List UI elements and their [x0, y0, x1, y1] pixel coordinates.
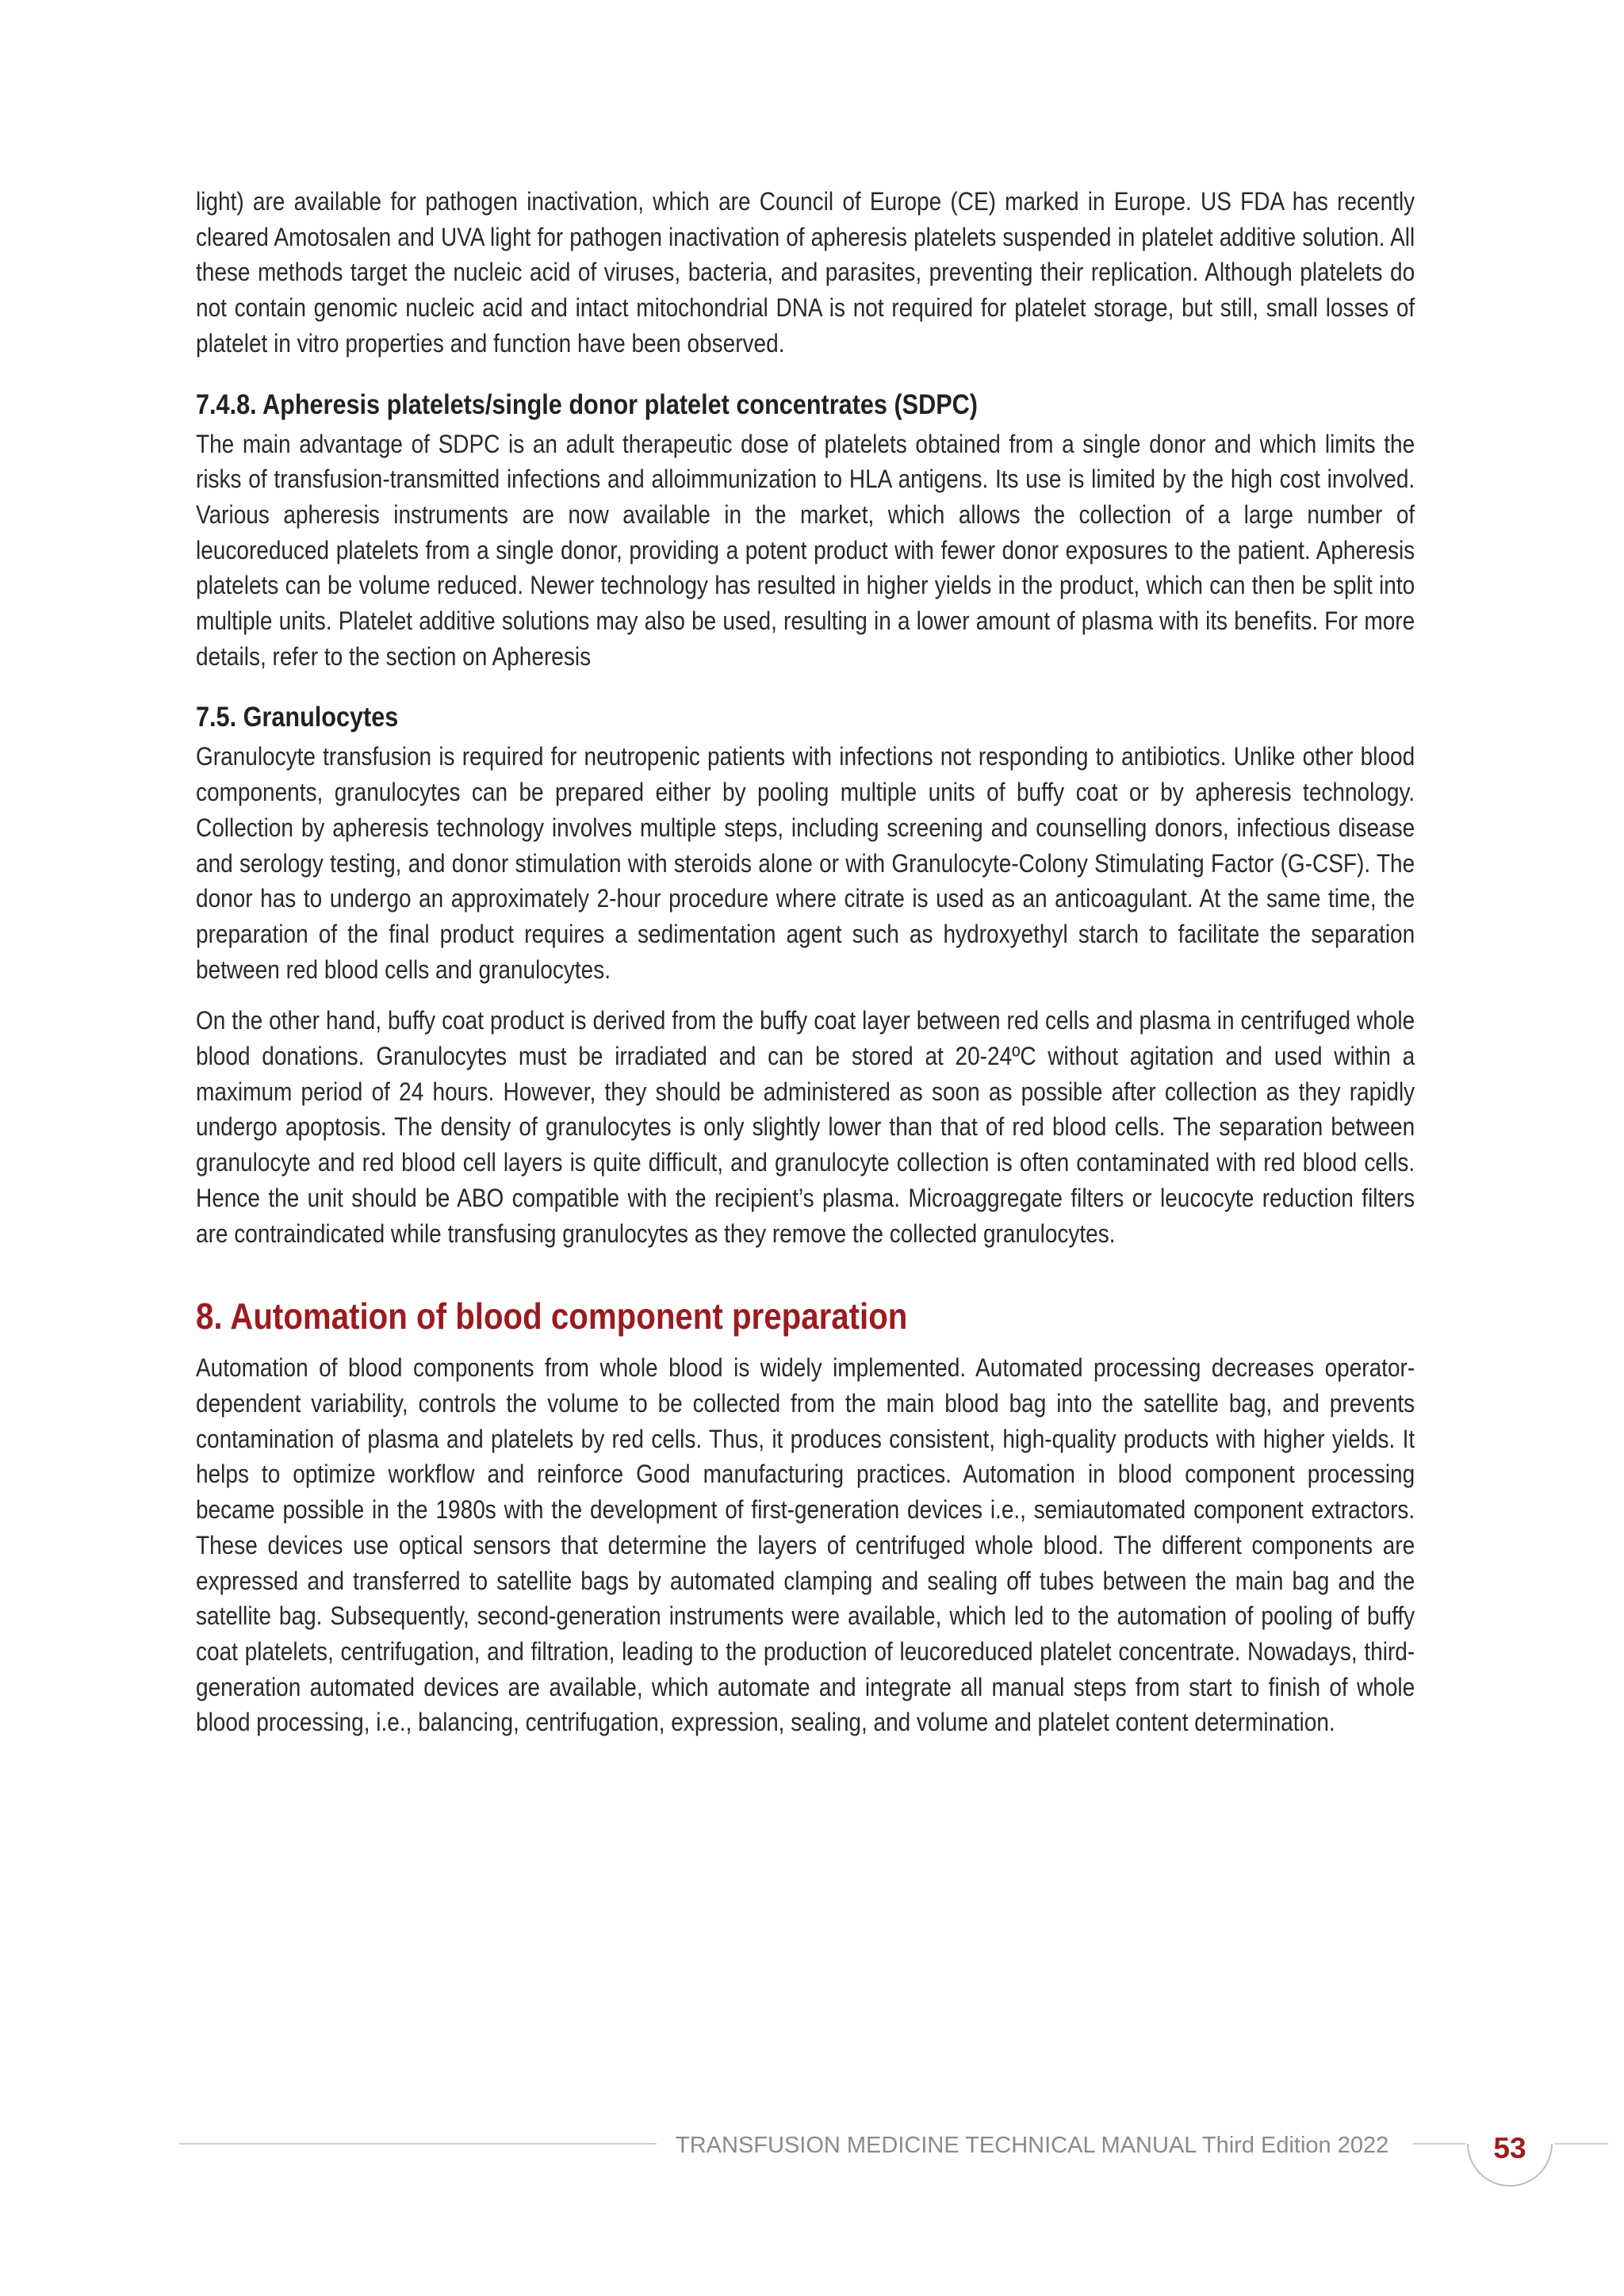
paragraph-granulocytes-1: Granulocyte transfusion is required for neutropenic patients with infections not responding to antibiotics. Unlike other blood components, granulocytes can be prepared either by pooling multiple units of buffy coat or by apheresis technology. Collection by apheresis technology involves multiple steps, including screening and counselling donors, infectious disease and serology testing, and donor stimulation with steroids alone or with Granulocyte-Colony Stimulating Factor (G-CSF). The donor has to undergo an approximately 2-hour procedure where citrate is used as an anticoagulant. At the same time, the preparation of the final product requires a sedimentation agent such as hydroxyethyl starch to facilitate the separation between red blood cells and granulocytes.: [196, 742, 1415, 984]
paragraph-granulocytes-2: On the other hand, buffy coat product is derived from the buffy coat layer between red cells and plasma in centrifuged whole blood donations. Granulocytes must be irradiated and can be stored at 20-24ºC without agitation and used within a maximum period of 24 hours. However, they should be administered as soon as possible after collection as they rapidly undergo apoptosis. The density of granulocytes is only slightly lower than that of red blood cells. The separation between granulocyte and red blood cell layers is quite difficult, and granulocyte collection is often contaminated with red blood cells. Hence the unit should be ABO compatible with the recipient’s plasma. Microaggregate filters or leucocyte reduction filters are contraindicated while transfusing granulocytes as they remove the collected granulocytes.: [196, 1006, 1415, 1248]
heading-automation: 8. Automation of blood component preparation: [196, 1295, 908, 1337]
page-content: [196, 184, 1415, 1740]
footer-rule-right: [1413, 2143, 1465, 2145]
heading-sdpc: 7.4.8. Apheresis platelets/single donor platelet concentrates (SDPC): [196, 388, 978, 420]
page-number: 53: [1493, 2132, 1526, 2164]
paragraph-automation: Automation of blood components from whole blood is widely implemented. Automated processing decreases operator-dependent variability, controls the volume to be collected from the main blood bag into the satellite bag, and prevents contamination of plasma and platelets by red cells. Thus, it produces consistent, high-quality products with higher yields. It helps to optimize workflow and reinforce Good manufacturing practices. Automation in blood component processing became possible in the 1980s with the development of first-generation devices i.e., semiautomated component extractors. These devices use optical sensors that determine the layers of centrifuged whole blood. The different components are expressed and transferred to satellite bags by automated clamping and sealing off tubes between the main bag and the satellite bag. Subsequently, second-generation instruments were available, which led to the automation of pooling of buffy coat platelets, centrifugation, and filtration, leading to the production of leucoreduced platelet concentrate. Nowadays, third-generation automated devices are available, which automate and integrate all manual steps from start to finish of whole blood processing, i.e., balancing, centrifugation, expression, sealing, and volume and platelet content determination.: [196, 1353, 1415, 1737]
heading-granulocytes: 7.5. Granulocytes: [196, 702, 399, 733]
paragraph-pathogen-inactivation: light) are available for pathogen inactivation, which are Council of Europe (CE) marked in Europe. US FDA has recently cleared Amotosalen and UVA light for pathogen inactivation of apheresis platelets suspended in platelet additive solution. All these methods target the nucleic acid of viruses, bacteria, and parasites, preventing their replication. Although platelets do not contain genomic nucleic acid and intact mitochondrial DNA is not required for platelet storage, but still, small losses of platelet in vitro properties and function have been observed.: [196, 187, 1415, 358]
footer-rule-left: [179, 2143, 657, 2145]
footer-rule-far-right: [1554, 2143, 1608, 2145]
footer-publication-title: TRANSFUSION MEDICINE TECHNICAL MANUAL Third Edition 2022: [676, 2133, 1389, 2158]
paragraph-sdpc: The main advantage of SDPC is an adult therapeutic dose of platelets obtained from a single donor and which limits the risks of transfusion-transmitted infections and alloimmunization to HLA antigens. Its use is limited by the high cost involved. Various apheresis instruments are now available in the market, which allows the collection of a large number of leucoreduced platelets from a single donor, providing a potent product with fewer donor exposures to the patient. Apheresis platelets can be volume reduced. Newer technology has resulted in higher yields in the product, which can then be split into multiple units. Platelet additive solutions may also be used, resulting in a lower amount of plasma with its benefits. For more details, refer to the section on Apheresis: [196, 429, 1415, 671]
